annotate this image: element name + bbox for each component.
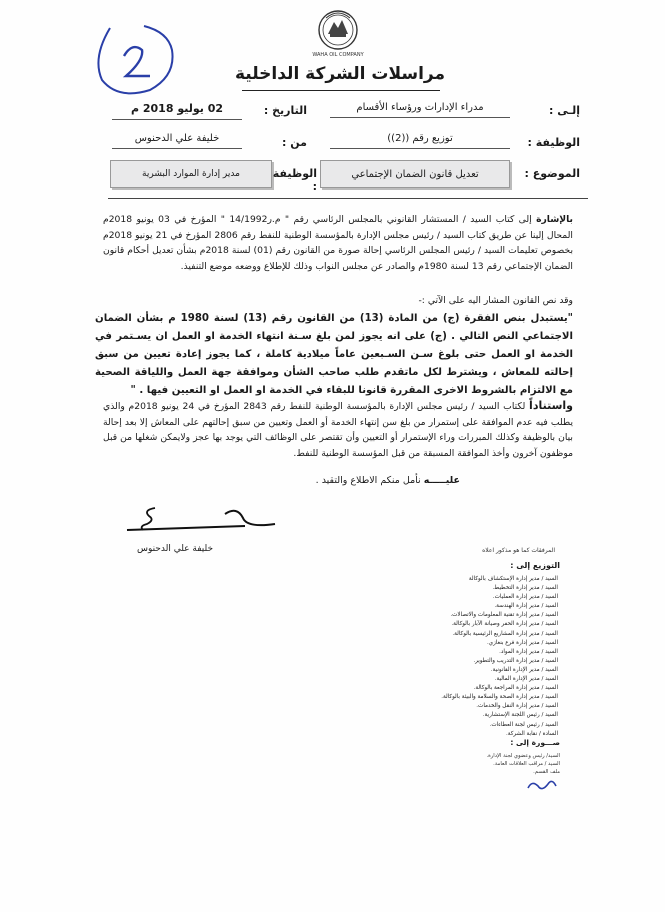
- handwritten-initials: [522, 768, 562, 798]
- list-item: السيد / مراقب العلاقات العامة.: [493, 761, 560, 767]
- position-label: الوظيفة :: [272, 167, 317, 193]
- list-item: السيد / مدير إدارة فرع بنغازي.: [486, 639, 558, 646]
- list-item: السيد/ رئيس وعضوي لجنة الإدارة.: [486, 753, 560, 759]
- list-item: السيد / مدير إدارة الهندسة.: [494, 603, 558, 610]
- distribution-list: [318, 575, 558, 739]
- header-separator: [108, 198, 588, 199]
- svg-text:WAHA OIL COMPANY: WAHA OIL COMPANY: [312, 52, 364, 58]
- subject-label: الموضوع :: [524, 167, 580, 180]
- function-label: الوظيفة :: [527, 136, 580, 149]
- list-item: السيد / مدير الإدارة القانونية.: [490, 666, 558, 673]
- list-item: السيد / مدير إدارة المواد.: [499, 648, 558, 655]
- list-item: السيد / مدير إدارة المشاريع الرئيسية بالوكالة.: [452, 630, 558, 637]
- list-item: ملف القسم.: [533, 769, 560, 775]
- copy-to-title: صـــورة إلى :: [510, 738, 560, 747]
- law-text: "يستبدل بنص الفقرة (ج) من المادة (13) من القانون رقم (13) لسنة 1980 م بشأن الضمان الاجتماعي النص التالي . (ج) على انه يجوز لمن بلغ سـنة انتهاء الخدمة او العمل ان يسـتمر في الخدمة او العمل حتى بلوغ سـن السـبعين عاماً ميلادية كاملة ، كما يجوز إعادة تعيين من سبق إحالته للمعاش ، ويشترط لكل ماتقدم طلب صاحب الشأن وموافقة جهة العمل واللياقة الصحية مع الالتزام بالشروط الاخرى المقررة قانونا للبقاء في الخدمة او العمل او التعيين فيها . ": [95, 313, 573, 396]
- list-item: السيد / مدير إدارة التدريب والتطوير.: [473, 657, 558, 664]
- followup-lead: واستناداً: [529, 399, 573, 412]
- followup-paragraph: [103, 398, 573, 461]
- closing-text: نأمل منكم الاطلاع والتقيد .: [315, 475, 421, 486]
- law-intro: وقد نص القانون المشار اليه على الآتي :-: [418, 295, 573, 306]
- list-item: السيد / مدير إدارة التخطيط.: [492, 585, 558, 592]
- signer-name: خليفة علي الدحنوس: [136, 544, 214, 554]
- signature-mark: [125, 500, 280, 540]
- from-value: خليفة علي الدحنوس: [112, 133, 242, 149]
- list-item: السيد / مدير الإدارة المالية.: [494, 676, 558, 683]
- company-logo-icon: [312, 6, 364, 58]
- attachments-note: المرفقات كما هو مذكور اعلاه: [482, 547, 555, 554]
- distribution-title: التوزيع إلى :: [510, 561, 560, 570]
- handwritten-circled-number: [88, 18, 183, 103]
- closing-lead: عليـــــه: [423, 475, 460, 486]
- followup-text: لكتاب السيد / رئيس مجلس الإدارة بالمؤسسة الوطنية للنفط رقم 2843 المؤرخ في 24 يونيو 2018م والذي يطلب فيه عدم الموافقة على إستمرار من بلغ سن إنتهاء الخدمة أو العمل وتعيين من سبق إحالتهم على المعاش إلا بعد إحالة بيان بالوظيفة وكذلك المبررات وراء الإستمرار أو التعيين وأن تقتصر على الوظائف التي يوجد بها عجز ولايمكن شغلها من قبل موظفون آخرون وأخذ الموافقة المسبقة من قبل المؤسسة الوطنية للنفط.: [103, 401, 573, 459]
- from-label: من :: [282, 136, 307, 149]
- date-label: التاريخ :: [263, 104, 307, 117]
- closing-line: [270, 475, 460, 486]
- title-underline: [242, 90, 440, 91]
- list-item: السيد / مدير إدارة النقل والخدمات.: [476, 703, 558, 710]
- list-item: السيد / مدير إدارة الصحة والسلامة والبيئة بالوكالة.: [441, 694, 558, 701]
- to-label: إلـى :: [548, 104, 580, 117]
- subject-value: تعديل قانون الضمان الإجتماعي: [320, 160, 510, 188]
- list-item: السيد / مدير إدارة الحفر وصيانة الآبار بالوكالة.: [451, 621, 558, 628]
- list-item: السيد / مدير إدارة الإستكشاف بالوكالة: [468, 576, 558, 582]
- list-item: السيد / رئيس لجنة العطاءات.: [489, 721, 558, 728]
- page-title: مراسلات الشركة الداخلية: [234, 64, 446, 84]
- list-item: السيد / مدير إدارة تقنية المعلومات والاتصالات.: [450, 612, 558, 619]
- reference-text: إلى كتاب السيد / المستشار القانوني بالمجلس الرئاسي رقم " م.ر14/1992 " المؤرخ في 03 يونيو 2018م المحال إلينا عن طريق كتاب السيد / رئيس مجلس الإدارة بالمؤسسة الوطنية للنفط رقم 2806 المؤرخ في 21 يونيو 2018م بخصوص تعليمات السيد / رئيس المجلس الرئاسي إحالة صورة من القانون رقم (01) لسنة 2018م بشأن تعديل أحكام قانون الضمان الإجتماعي رقم 13 لسنة 1980م والصادر عن مجلس النواب وذلك للإطلاع ووضعه موضع التنفيذ.: [103, 214, 573, 272]
- reference-lead: بالإشارة: [536, 214, 574, 225]
- to-value: مدراء الإدارات ورؤساء الأقسام: [330, 102, 510, 118]
- list-item: السادة / نقابة الشركة.: [505, 730, 558, 737]
- reference-paragraph: [103, 212, 573, 274]
- list-item: السيد / مدير إدارة المراجعة بالوكالة.: [473, 685, 558, 692]
- list-item: السيد / رئيس اللجنة الإستشارية.: [482, 712, 558, 719]
- position-value: مدير إدارة الموارد البشرية: [110, 160, 272, 188]
- function-value: توزيع رقم ((2)): [330, 133, 510, 149]
- date-value: 02 يوليو 2018 م: [112, 102, 242, 120]
- list-item: السيد / مدير إدارة العمليات.: [492, 594, 558, 601]
